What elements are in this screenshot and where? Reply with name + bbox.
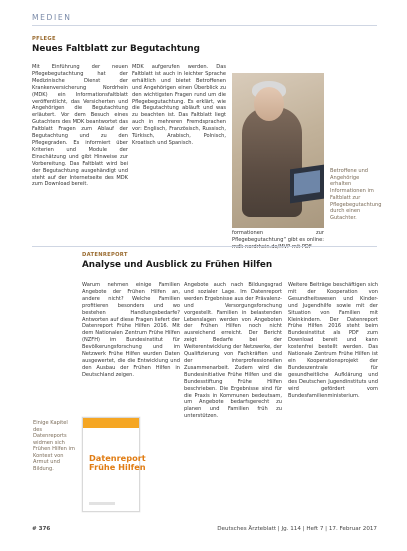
cover-footer-mark: [89, 502, 115, 505]
header-rule: [32, 25, 377, 26]
page-footer: [32, 526, 377, 538]
section-label: MEDIEN: [32, 13, 72, 22]
article2-col3: Weitere Beiträge beschäftigen sich mit der Kooperation von Gesundheitswesen und Kinder- und Jugendhilfe sowie mit der Situation von Familien mit Kleinkindern. Der Datenreport Frühe Hilfen 2016 steht beim Bundesinstitut als PDF zum Download bereit und kann kostenfrei bestellt werden. Das Nationale Zentrum Frühe Hilfen ist ein Kooperationsprojekt der Bundeszentrale für gesundheitliche Aufklärung und des Deutschen Jugendinstituts und wird gefördert vom Bundesfamilienministerium.: [288, 282, 378, 399]
photo-person-head: [254, 87, 284, 121]
article1-headline: Neues Faltblatt zur Begutachtung: [32, 44, 200, 54]
datenreport-cover: [82, 417, 146, 512]
photo-laptop-screen: [294, 170, 320, 196]
article2-headline: Analyse und Ausblick zu Frühen Hilfen: [82, 260, 273, 270]
article-separator: [32, 246, 377, 247]
article1-col3-tail: formationen zur Pflegebegutachtung“ gibt es online: mdk-nordrhein.de/MVP mit PDF: [232, 230, 324, 250]
photo-caption: Betroffene und Angehörige erhalten Informationen im Faltblatt zur Pflegebegutachtung durch einen Gutachter.: [330, 168, 382, 221]
section-header: [0, 0, 407, 26]
article2-col1: Warum nehmen einige Familien Angebote der Frühen Hilfen an, andere nicht? Welche Familien profitieren besonders und wo bestehen Handlungsbedarfe? Antworten auf diese Fragen liefert der Datenreport Frühe Hilfen 2016. Mit dem Nationalen Zentrum Frühe Hilfen (NZFH) im Bundesinstitut für Bevölkerungsforschung und im Netzwerk Frühe Hilfen wurden Daten ausgewertet, die die Entwicklung und den Ausbau der Frühen Hilfen in Deutschland zeigen.: [82, 282, 180, 378]
page-number: # 376: [32, 526, 51, 532]
photo-laptop: [290, 165, 324, 204]
publication-info: Deutsches Ärzteblatt | Jg. 114 | Heft 7 | 17. Februar 2017: [217, 526, 377, 532]
article2-kicker: DATENREPORT: [82, 252, 128, 258]
article1-kicker: PFLEGE: [32, 36, 56, 42]
cover-top-bar: [83, 418, 139, 428]
article1-col2: MDK aufgerufen werden. Das Faltblatt ist auch in leichter Sprache erhältlich und bietet Betroffenen und Angehörigen einen Überblick zu den wichtigsten Fragen rund um die Pflegebegutachtung. Es erklärt, wie die Begutachtung abläuft und was zu beachten ist. Das Faltblatt liegt auch in mehreren Fremdsprachen vor: Englisch, Französisch, Russisch, Türkisch, Arabisch, Polnisch, Kroatisch und Spanisch.: [132, 64, 226, 146]
article1-col1: Mit Einführung der neuen Pflegebegutachtung hat der Medizinische Dienst der Krankenversicherung Nordrhein (MDK) ein Informationsfaltblatt veröffentlicht, das Versicherten und Angehörigen die Begutachtung erläutert. Vor dem Besuch eines Gutachters des MDK beantwortet das Faltblatt Fragen zum Ablauf der Begutachtung und zu den Pflegegraden. Es informiert über Kriterien und Module der Einschätzung und gibt Hinweise zur Vorbereitung. Das Faltblatt wird bei der Begutachtung ausgehändigt und steht auf der Internetseite des MDK zum Download bereit.: [32, 64, 128, 188]
article2-col2: Angebote auch nach Bildungsgrad und sozialer Lage. Im Datenreport werden Ergebnisse aus der Prävalenz- und Versorgungsforschung vorgestellt. Familien in belastenden Lebenslagen werden von Angeboten der Frühen Hilfen noch nicht ausreichend erreicht. Der Bericht zeigt Bedarfe bei der Weiterentwicklung der Netzwerke, der Qualifizierung von Fachkräften und der interprofessionellen Zusammenarbeit. Zudem wird die Bundesinitiative Frühe Hilfen und die Bundesstiftung Frühe Hilfen beschrieben. Die Ergebnisse sind für die Praxis in Kommunen bedeutsam, um Angebote bedarfsgerecht zu planen und Familien früh zu unterstützen.: [184, 282, 282, 420]
report-caption: Einige Kapitel des Datenreports widmen sich Frühen Hilfen im Kontext von Armut und Bildung.: [33, 420, 75, 472]
photo-elderly-woman: [232, 73, 324, 228]
cover-title: Datenreport Frühe Hilfen: [89, 453, 146, 472]
